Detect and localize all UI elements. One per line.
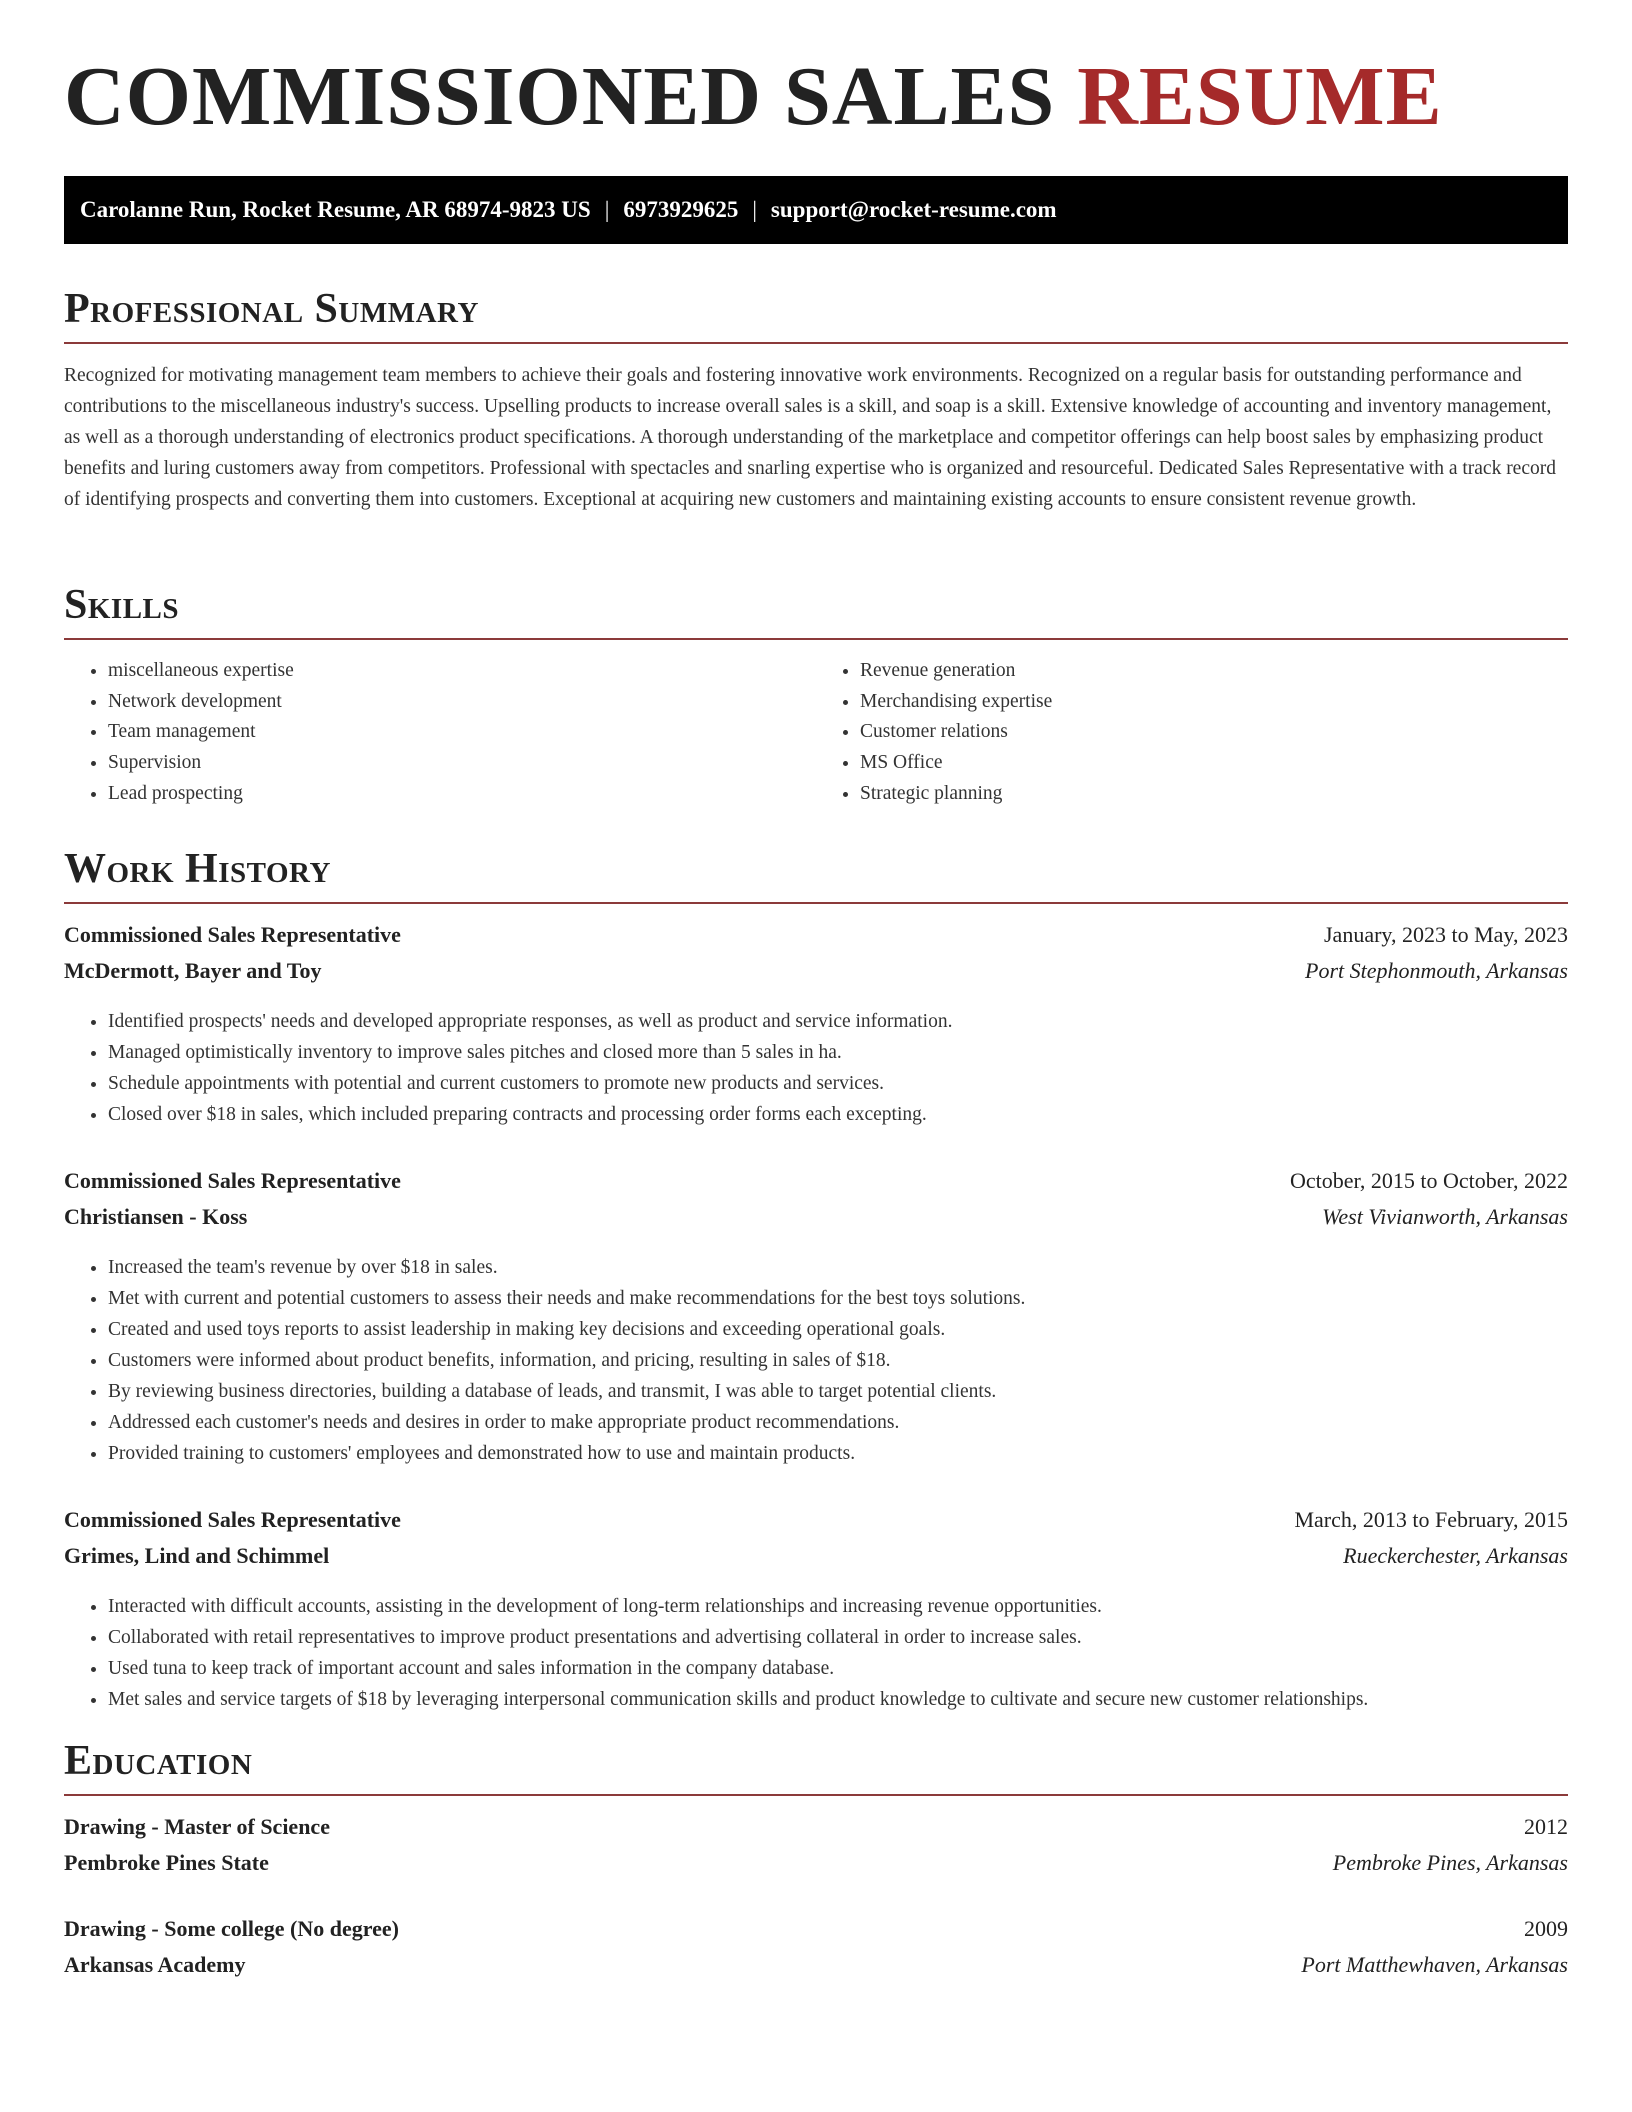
job-bullets — [64, 1252, 1568, 1469]
job-header-row — [64, 1168, 1568, 1204]
job-dates: March, 2013 to February, 2015 — [1294, 1507, 1568, 1533]
job-bullet: • Addressed each customer's needs and desires in order to make appropriate product recommendations. — [108, 1407, 1568, 1438]
job-bullet: • Used tuna to keep track of important account and sales information in the company database. — [108, 1653, 1568, 1684]
education-section — [64, 1738, 1568, 1988]
title-main: COMMISSIONED SALES — [64, 50, 1056, 143]
job-bullet: • Created and used toys reports to assist leadership in making key decisions and exceeding operational goals. — [108, 1314, 1568, 1345]
job-role: Commissioned Sales Representative — [64, 1168, 401, 1194]
education-location: Pembroke Pines, Arkansas — [1332, 1850, 1568, 1876]
education-header-row — [64, 1916, 1568, 1952]
job-company: McDermott, Bayer and Toy — [64, 958, 322, 984]
education-degree: Drawing - Master of Science — [64, 1814, 330, 1840]
job-company-row — [64, 1543, 1568, 1579]
section-heading: Skills — [64, 582, 1568, 640]
contact-separator: | — [604, 197, 610, 222]
education-year: 2012 — [1524, 1814, 1568, 1840]
skills-section — [64, 582, 1568, 809]
skill-item: • Strategic planning — [860, 779, 1568, 810]
job-dates: October, 2015 to October, 2022 — [1289, 1168, 1568, 1194]
job-location: Port Stephonmouth, Arkansas — [1305, 958, 1568, 984]
education-header-row — [64, 1814, 1568, 1850]
section-heading: Work History — [64, 846, 1568, 904]
job-entry — [64, 1168, 1568, 1469]
job-header-row — [64, 922, 1568, 958]
skill-item: • MS Office — [860, 748, 1568, 779]
job-bullet: • Identified prospects' needs and developed appropriate responses, as well as product and service information. — [108, 1006, 1568, 1037]
job-entry — [64, 922, 1568, 1130]
job-company-row — [64, 1204, 1568, 1240]
skill-item: • miscellaneous expertise — [108, 656, 816, 687]
work-history-section — [64, 846, 1568, 1715]
title-accent: RESUME — [1077, 50, 1443, 143]
job-role: Commissioned Sales Representative — [64, 922, 401, 948]
skill-item: • Customer relations — [860, 717, 1568, 748]
skill-item: • Merchandising expertise — [860, 687, 1568, 718]
job-dates: January, 2023 to May, 2023 — [1324, 922, 1568, 948]
job-bullet: • Schedule appointments with potential and current customers to promote new products and services. — [108, 1068, 1568, 1099]
skill-item: • Network development — [108, 687, 816, 718]
job-location: West Vivianworth, Arkansas — [1322, 1204, 1568, 1230]
skill-item: • Revenue generation — [860, 656, 1568, 687]
education-school-row — [64, 1850, 1568, 1886]
education-year: 2009 — [1524, 1916, 1568, 1942]
education-location: Port Matthewhaven, Arkansas — [1301, 1952, 1568, 1978]
job-company: Christiansen - Koss — [64, 1204, 248, 1230]
contact-separator: | — [752, 197, 757, 222]
job-bullet: • Met with current and potential customers to assess their needs and make recommendations for the best toys solutions. — [108, 1283, 1568, 1314]
contact-address: Carolanne Run, Rocket Resume, AR 68974-9823 US — [80, 197, 591, 222]
education-entry — [64, 1916, 1568, 1988]
education-school: Arkansas Academy — [64, 1952, 246, 1978]
job-bullets — [64, 1591, 1568, 1715]
education-entry — [64, 1814, 1568, 1886]
job-company-row — [64, 958, 1568, 994]
job-location: Rueckerchester, Arkansas — [1343, 1543, 1568, 1569]
job-bullet: • Customers were informed about product benefits, information, and pricing, resulting in sales of $18. — [108, 1345, 1568, 1376]
job-header-row — [64, 1507, 1568, 1543]
job-company: Grimes, Lind and Schimmel — [64, 1543, 330, 1569]
skill-item: • Team management — [108, 717, 816, 748]
job-bullet: • Managed optimistically inventory to improve sales pitches and closed more than 5 sales in ha. — [108, 1037, 1568, 1068]
job-bullets — [64, 1006, 1568, 1130]
job-bullet: • Collaborated with retail representatives to improve product presentations and advertising collateral in order to increase sales. — [108, 1622, 1568, 1653]
education-degree: Drawing - Some college (No degree) — [64, 1916, 399, 1942]
job-bullet: • Provided training to customers' employees and demonstrated how to use and maintain products. — [108, 1438, 1568, 1469]
summary-text: Recognized for motivating management team members to achieve their goals and fostering innovative work environments. Recognized on a regular basis for outstanding performance and contributions to the miscellaneous industry's success. Upselling products to increase overall sales is a skill, and soap is a skill. Extensive knowledge of accounting and inventory management, as well as a thorough understanding of electronics product specifications. A thorough understanding of the marketplace and competitor offerings can help boost sales by emphasizing product benefits and luring customers away from competitors. Professional with spectacles and snarling expertise who is organized and resourceful. Dedicated Sales Representative with a track record of identifying prospects and converting them into customers. Exceptional at acquiring new customers and maintaining existing accounts to ensure consistent revenue growth. — [64, 365, 1556, 511]
job-bullet: • Interacted with difficult accounts, assisting in the development of long-term relationships and increasing revenue opportunities. — [108, 1591, 1568, 1622]
job-bullet: • Met sales and service targets of $18 by leveraging interpersonal communication skills and product knowledge to cultivate and secure new customer relationships. — [108, 1684, 1568, 1715]
resume-title — [64, 50, 1443, 143]
education-school: Pembroke Pines State — [64, 1850, 269, 1876]
summary-section — [64, 286, 1568, 515]
job-bullet: • Closed over $18 in sales, which included preparing contracts and processing order forms each excepting. — [108, 1099, 1568, 1130]
job-entry — [64, 1507, 1568, 1715]
section-heading: Professional Summary — [64, 286, 1568, 344]
skill-item: • Supervision — [108, 748, 816, 779]
skills-column-left — [64, 656, 816, 809]
job-role: Commissioned Sales Representative — [64, 1507, 401, 1533]
section-heading: Education — [64, 1738, 1568, 1796]
education-school-row — [64, 1952, 1568, 1988]
contact-phone: 6973929625 — [623, 197, 739, 222]
skill-item: • Lead prospecting — [108, 779, 816, 810]
job-bullet: • By reviewing business directories, building a database of leads, and transmit, I was able to target potential clients. — [108, 1376, 1568, 1407]
skills-list — [64, 656, 1568, 809]
contact-bar — [64, 176, 1568, 244]
skills-column-right — [816, 656, 1568, 809]
contact-email: support@rocket-resume.com — [770, 197, 1057, 222]
job-bullet: • Increased the team's revenue by over $18 in sales. — [108, 1252, 1568, 1283]
